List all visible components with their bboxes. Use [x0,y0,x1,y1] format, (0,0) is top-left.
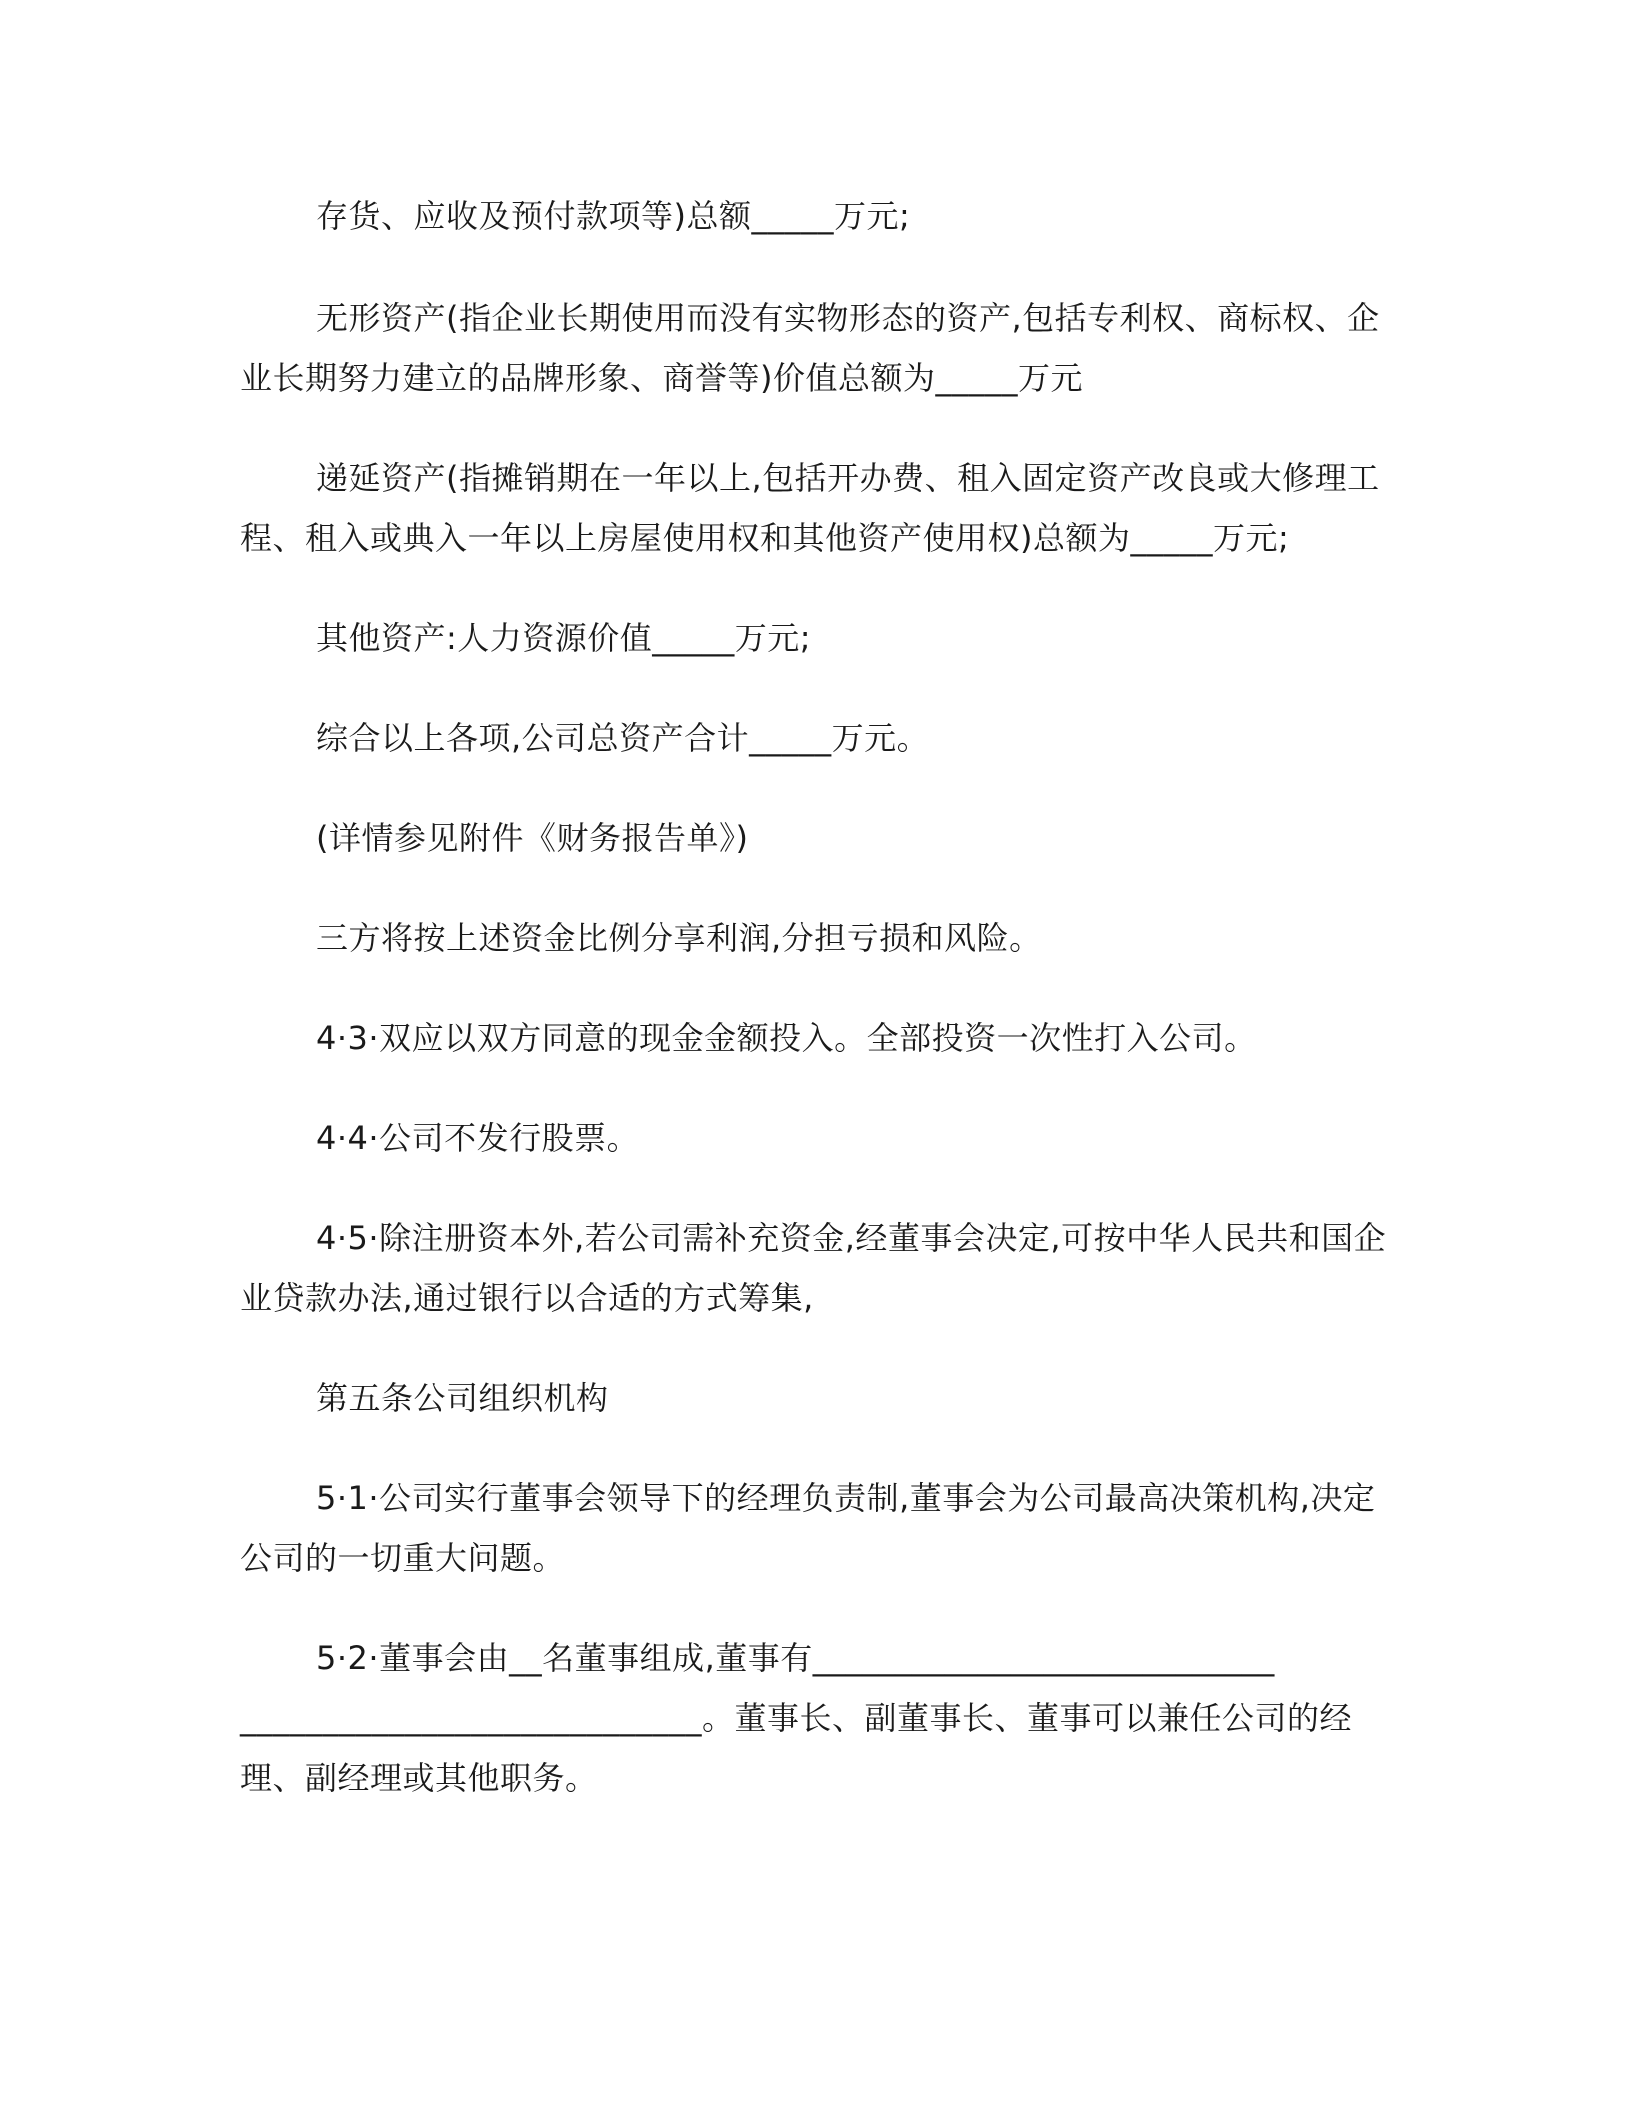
paragraph-line: 三方将按上述资金比例分享利润,分担亏损和风险。 [316,919,1042,957]
paragraph-clause-4-4 [240,1108,1380,1168]
paragraph-deferred-assets [240,448,1380,568]
section-heading-article-5 [240,1368,1380,1428]
paragraph-clause-5-2 [240,1628,1380,1808]
paragraph-profit-sharing [240,908,1380,968]
paragraph-line: 5·2·董事会由__名董事组成,董事有____________________________ [316,1639,1275,1677]
paragraph-line: 4·3·双应以双方同意的现金金额投入。全部投资一次性打入公司。 [316,1019,1257,1057]
paragraph-line: 递延资产(指摊销期在一年以上,包括开办费、租入固定资产改良或大修理工 [316,459,1380,497]
paragraph-line: ____________________________。董事长、副董事长、董事可以兼任公司的经 [240,1699,1353,1737]
paragraph-clause-4-3 [240,1008,1380,1068]
paragraph-line: (详情参见附件《财务报告单》) [316,819,749,857]
paragraph-line: 业贷款办法,通过银行以合适的方式筹集, [240,1279,814,1317]
paragraph-other-assets [240,608,1380,668]
paragraph-line: 无形资产(指企业长期使用而没有实物形态的资产,包括专利权、商标权、企 [316,299,1380,337]
paragraph-attachment-note [240,808,1380,868]
paragraph-line: 公司的一切重大问题。 [240,1539,566,1577]
paragraph-line: 其他资产:人力资源价值_____万元; [316,619,812,657]
paragraph-line: 第五条公司组织机构 [316,1379,609,1417]
paragraph-line: 程、租入或典入一年以上房屋使用权和其他资产使用权)总额为_____万元; [240,519,1290,557]
paragraph-line: 4·4·公司不发行股票。 [316,1119,640,1157]
paragraph-clause-5-1 [240,1468,1380,1588]
paragraph-line: 理、副经理或其他职务。 [240,1759,598,1797]
paragraph-intangible-assets [240,288,1380,408]
paragraph-clause-4-5 [240,1208,1387,1328]
paragraph-line: 综合以上各项,公司总资产合计_____万元。 [316,719,930,757]
paragraph-line: 5·1·公司实行董事会领导下的经理负责制,董事会为公司最高决策机构,决定 [316,1479,1376,1517]
paragraph-line: 存货、应收及预付款项等)总额_____万元; [316,197,911,235]
paragraph-line: 4·5·除注册资本外,若公司需补充资金,经董事会决定,可按中华人民共和国企 [316,1219,1387,1257]
paragraph-total-assets [240,708,1380,768]
paragraph-inventory-total [240,186,1380,246]
paragraph-line: 业长期努力建立的品牌形象、商誉等)价值总额为_____万元 [240,359,1083,397]
